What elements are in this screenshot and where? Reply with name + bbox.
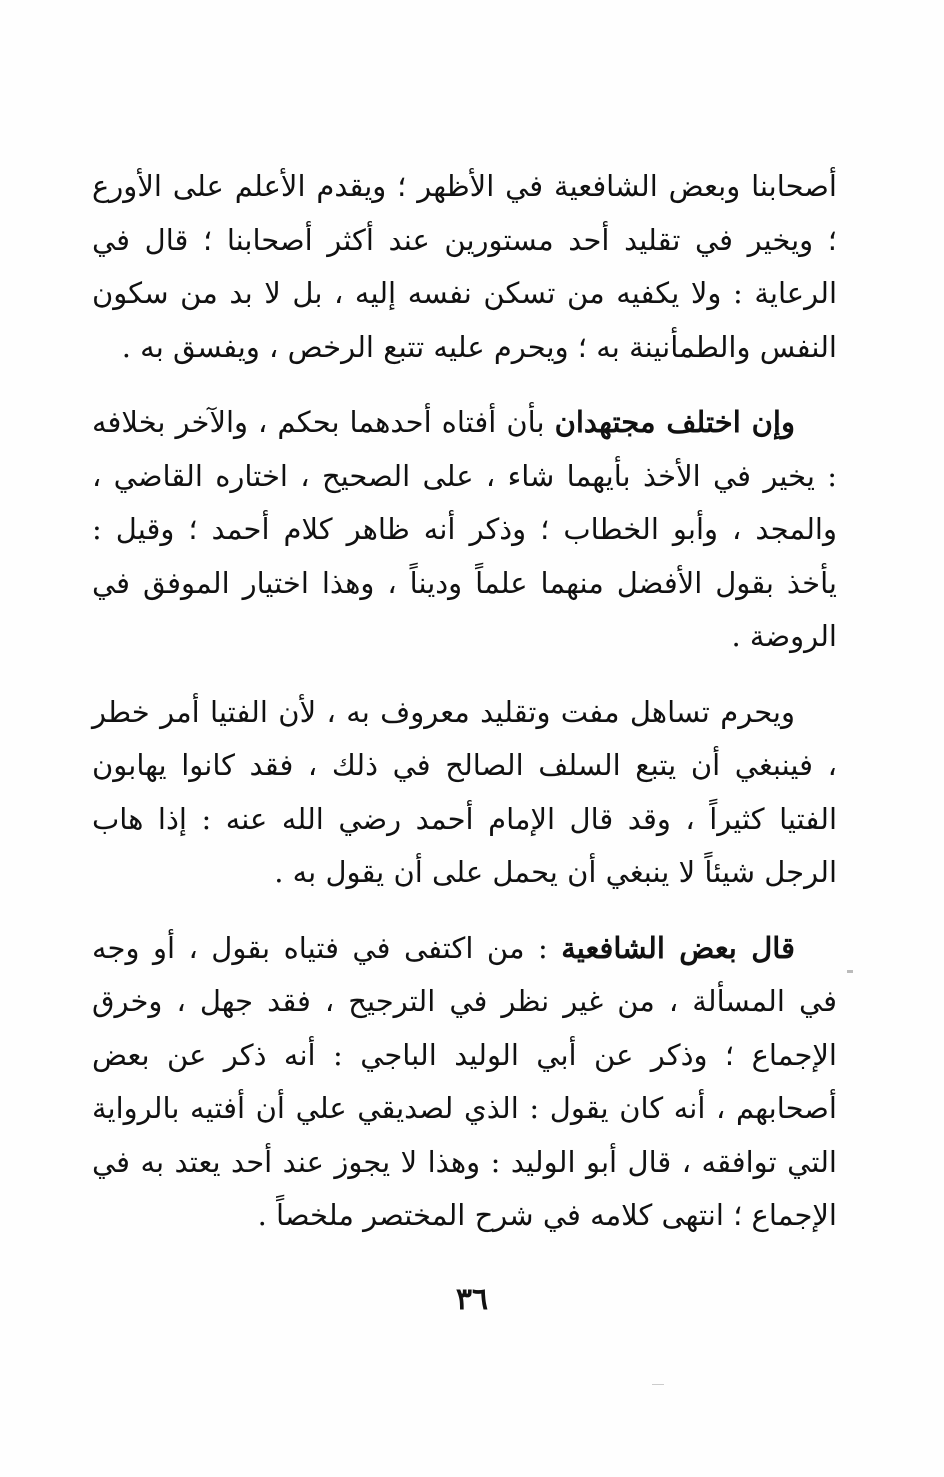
- scan-speck: [652, 1384, 664, 1385]
- paragraph-3: [92, 686, 837, 900]
- paragraph-2-lead: وإن اختلف مجتهدان: [554, 405, 795, 439]
- paragraph-4-lead: قال بعض الشافعية: [561, 930, 795, 965]
- paragraph-4-text: : من اكتفى في فتياه بقول ، أو وجه في المسألة ، من غير نظر في الترجيح ، فقد جهل ، وخرق الإجماع ؛ وذكر عن أبي الوليد الباجي : أنه ذكر عن بعض أصحابهم ، أنه كان يقول : الذي لصديقي علي أن أفتيه بالرواية التي توافقه ، قال أبو الوليد : وهذا لا يجوز عند أحد يعتد به في الإجماع ؛ انتهى كلامه في شرح المختصر ملخصاً .: [92, 930, 837, 1232]
- page-number: ٣٦: [455, 1282, 489, 1317]
- paragraph-4: [92, 922, 837, 1243]
- paragraph-2-text: بأن أفتاه أحدهما بحكم ، والآخر بخلافه : يخير في الأخذ بأيهما شاء ، على الصحيح ، اختاره القاضي ، والمجد ، وأبو الخطاب ؛ وذكر أنه ظاهر كلام أحمد ؛ وقيل : يأخذ بقول الأفضل منهما علماً وديناً ، وهذا اختيار الموفق في الروضة .: [92, 405, 837, 653]
- paragraph-1: [92, 160, 837, 374]
- margin-mark: [847, 970, 853, 973]
- paragraph-3-text: ويحرم تساهل مفت وتقليد معروف به ، لأن الفتيا أمر خطر ، فينبغي أن يتبع السلف الصالح في ذلك ، فقد كانوا يهابون الفتيا كثيراً ، وقد قال الإمام أحمد رضي الله عنه : إذا هاب الرجل شيئاً لا ينبغي أن يحمل على أن يقول به .: [92, 694, 837, 889]
- paragraph-2: [92, 396, 837, 664]
- paragraph-1-text: أصحابنا وبعض الشافعية في الأظهر ؛ ويقدم الأعلم على الأورع ؛ ويخير في تقليد أحد مستورين عند أكثر أصحابنا ؛ قال في الرعاية : ولا يكفيه من تسكن نفسه إليه ، بل لا بد من سكون النفس والطمأنينة به ؛ ويحرم عليه تتبع الرخص ، ويفسق به .: [92, 169, 837, 364]
- body-text: [92, 160, 837, 1265]
